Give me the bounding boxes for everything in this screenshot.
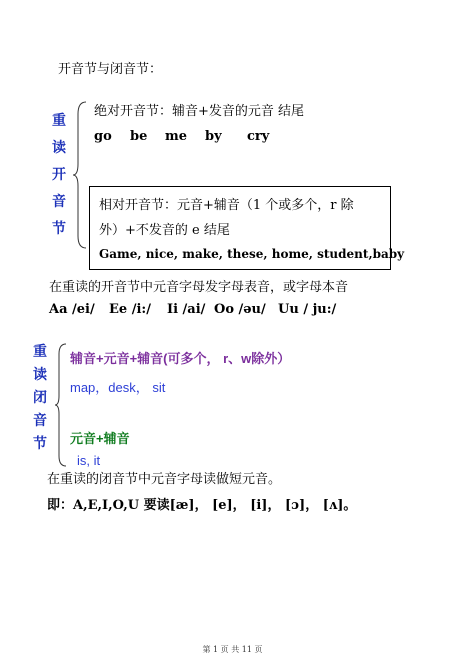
letter-sound: Uu / ju:/ (278, 302, 337, 317)
label-char: 读 (33, 367, 47, 383)
label-char: 开 (52, 167, 66, 183)
example-word: by (205, 129, 222, 144)
closed-vowel-sounds: 即：A,E,I,O,U 要读[æ]， [e]， [i]， [ɔ]， [ʌ]。 (47, 498, 357, 513)
example-word: cry (247, 129, 270, 144)
relative-open-rule-line1: 相对开音节：元音+辅音（1 个或多个，r 除 (99, 198, 354, 213)
page-title: 开音节与闭音节： (58, 62, 163, 77)
letter-sound: Aa /ei/ (49, 302, 95, 317)
label-char: 重 (52, 113, 66, 129)
open-brace-icon (72, 100, 88, 250)
letter-sounds (49, 302, 449, 318)
label-char: 重 (33, 344, 47, 360)
example-word: me (165, 129, 188, 144)
closed-rule1: 辅音+元音+辅音(可多个， r、w除外） (70, 351, 291, 366)
relative-open-examples: Game, nice, make, these, home, student,baby (99, 247, 405, 261)
page-footer: 第 1 页 共 11 页 (202, 645, 263, 654)
letter-sound: Ii /ai/ (167, 302, 206, 317)
absolute-open-rule: 绝对开音节：辅音+发音的元音 结尾 (94, 104, 305, 119)
open-syllable-note: 在重读的开音节中元音字母发字母表音，或字母本音 (49, 280, 349, 295)
example-word: be (130, 129, 148, 144)
label-char: 节 (52, 221, 66, 237)
closed-rule2-examples: is, it (77, 453, 101, 468)
label-char: 音 (33, 413, 47, 429)
closed-rule1-examples: map，desk， sit (70, 380, 166, 395)
closed-rule2: 元音+辅音 (70, 431, 130, 446)
label-char: 读 (52, 140, 66, 156)
example-word: go (94, 129, 112, 144)
absolute-open-examples (94, 129, 394, 145)
open-syllable-label (52, 108, 66, 243)
label-char: 闭 (33, 390, 47, 406)
closed-syllable-label (33, 341, 47, 456)
letter-sound: Oo /əu/ (214, 302, 266, 317)
letter-sound: Ee /i:/ (109, 302, 151, 317)
label-char: 节 (33, 436, 47, 452)
closed-brace-icon (54, 342, 68, 468)
relative-open-rule-line2: 外）+不发音的 e 结尾 (99, 223, 230, 238)
closed-syllable-note: 在重读的闭音节中元音字母读做短元音。 (47, 472, 282, 487)
label-char: 音 (52, 194, 66, 210)
